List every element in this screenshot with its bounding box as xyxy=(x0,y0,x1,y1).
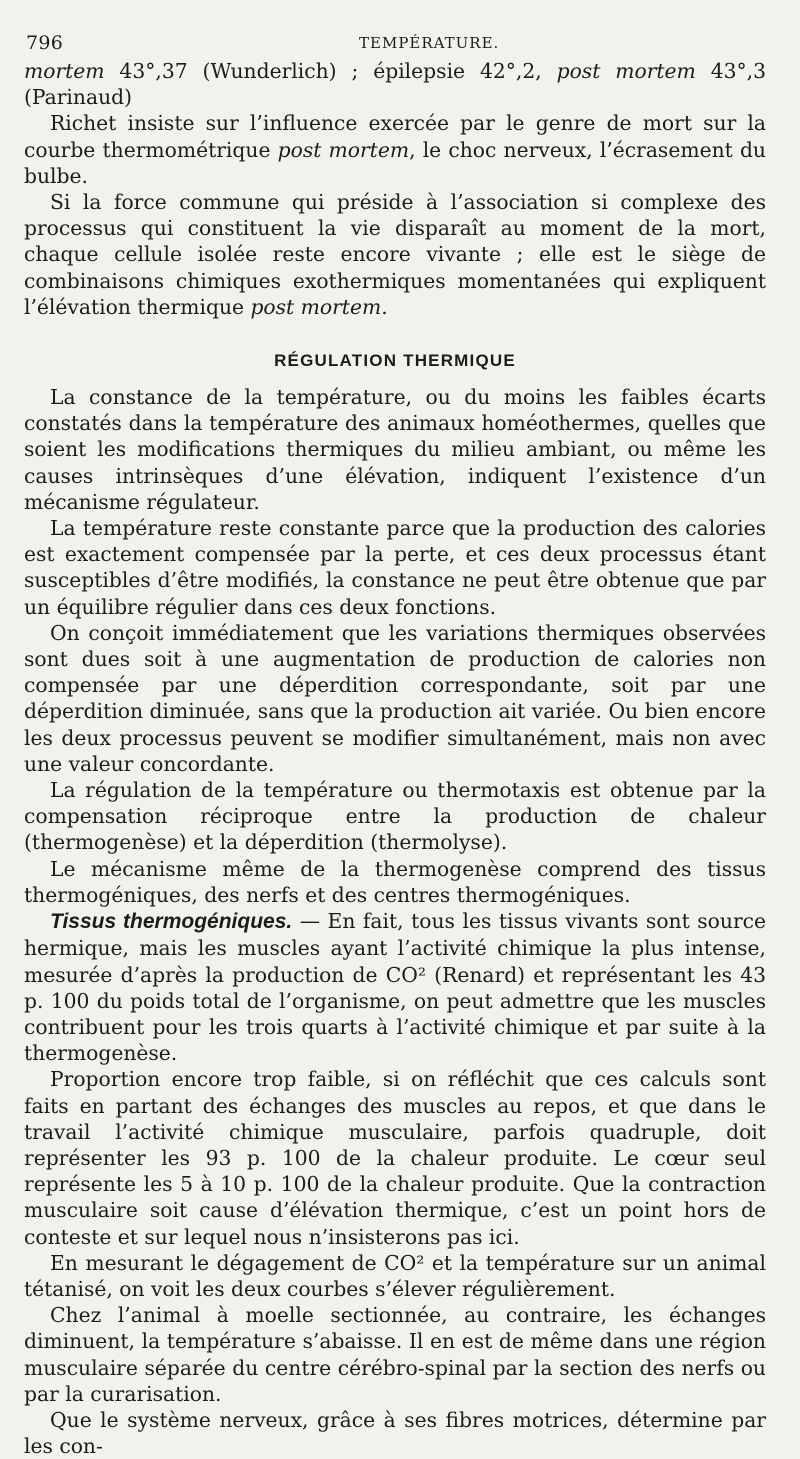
running-head: TEMPÉRATURE. xyxy=(359,34,500,52)
paragraph: En mesurant le dégagement de CO² et la température sur un animal tétanisé, on voit les deux courbes s’élever régulièrement. xyxy=(24,1250,766,1301)
text-run: , le choc nerveux, l’écrasement du bulbe. xyxy=(24,137,766,188)
section-heading: RÉGULATION THERMIQUE xyxy=(274,351,516,371)
text-run: 43°,37 (Wunderlich) ; épilepsie 42°,2, xyxy=(104,59,557,83)
paragraph: Le mécanisme même de la thermogenèse comprend des tissus thermogéniques, des nerfs et des centres thermogéniques. xyxy=(24,856,766,907)
italic-term: post mortem xyxy=(250,294,382,319)
text-run: — En fait, tous les tissus vivants sont source hermique, mais les muscles ayant l’activité chimique la plus intense, mesurée d’après la production de CO² (Renard) et représentant les 43 p. 100 du poids total de l’organisme, on peut admettre que les muscles contribuent pour les trois quarts à l’activité chimique et par suite à la thermogenèse. xyxy=(24,909,767,1066)
italic-term: post mortem xyxy=(277,137,410,162)
italic-term: mortem xyxy=(24,59,105,83)
body-text xyxy=(24,58,766,1459)
text-run: Richet insiste sur l’influence exercée par le genre de mort sur la courbe thermométrique xyxy=(24,111,766,162)
paragraph-tissus xyxy=(24,908,766,1066)
paragraph-continuation xyxy=(24,58,766,110)
paragraph xyxy=(24,189,766,320)
text-run: 43°,3 (Parinaud) xyxy=(24,59,766,110)
paragraph: La constance de la température, ou du moins les faibles écarts constatés dans la température des animaux homéothermes, quelles que soient les modifications thermiques du milieu ambiant, ou même les causes intrinsèques d’une élévation, indiquent l’existence d’un mécanisme régulateur. xyxy=(24,385,766,514)
paragraph xyxy=(24,110,766,189)
text-run: . xyxy=(381,294,388,319)
subsection-heading: Tissus thermogéniques. xyxy=(50,910,293,934)
italic-term: post mortem xyxy=(556,59,696,83)
paragraph: La régulation de la température ou thermotaxis est obtenue par la compensation réciproque entre la production de chaleur (thermogenèse) et la déperdition (thermolyse). xyxy=(24,778,766,855)
page-number: 796 xyxy=(26,32,64,54)
paragraph: On conçoit immédiatement que les variations thermiques observées sont dues soit à une augmentation de production de calories non compensée par une déperdition correspondante, soit par une déperdition diminuée, sans que la production ait variée. Ou bien encore les deux processus peuvent se modifier simultanément, mais non avec une valeur concordante. xyxy=(24,620,766,776)
paragraph: Chez l’animal à moelle sectionnée, au contraire, les échanges diminuent, la température s’abaisse. Il en est de même dans une région musculaire séparée du centre cérébro-spinal par la section des nerfs ou par la curarisation. xyxy=(24,1303,766,1406)
paragraph: Proportion encore trop faible, si on réfléchit que ces calculs sont faits en partant des échanges des muscles au repos, et que dans le travail l’activité chimique musculaire, parfois quadruple, doit représenter les 93 p. 100 de la chaleur produite. Le cœur seul représente les 5 à 10 p. 100 de la chaleur produite. Que la contraction musculaire soit cause d’élévation thermique, c’est un point hors de conteste et sur lequel nous n’insisterons pas ici. xyxy=(24,1067,766,1249)
paragraph: Que le système nerveux, grâce à ses fibres motrices, détermine par les con- xyxy=(24,1407,766,1459)
text-run: Si la force commune qui préside à l’association si complexe des processus qui constituent la vie disparaît au moment de la mort, chaque cellule isolée reste encore vivante ; elle est le siège de combinaisons chimiques exothermiques momentanées qui expliquent l’élévation thermique xyxy=(24,190,766,319)
paragraph: La température reste constante parce que la production des calories est exactement compensée par la perte, et ces deux processus étant susceptibles d’être modifiés, la constance ne peut être obtenue que par un équilibre régulier dans ces deux fonctions. xyxy=(24,516,766,619)
page-header xyxy=(24,18,766,58)
